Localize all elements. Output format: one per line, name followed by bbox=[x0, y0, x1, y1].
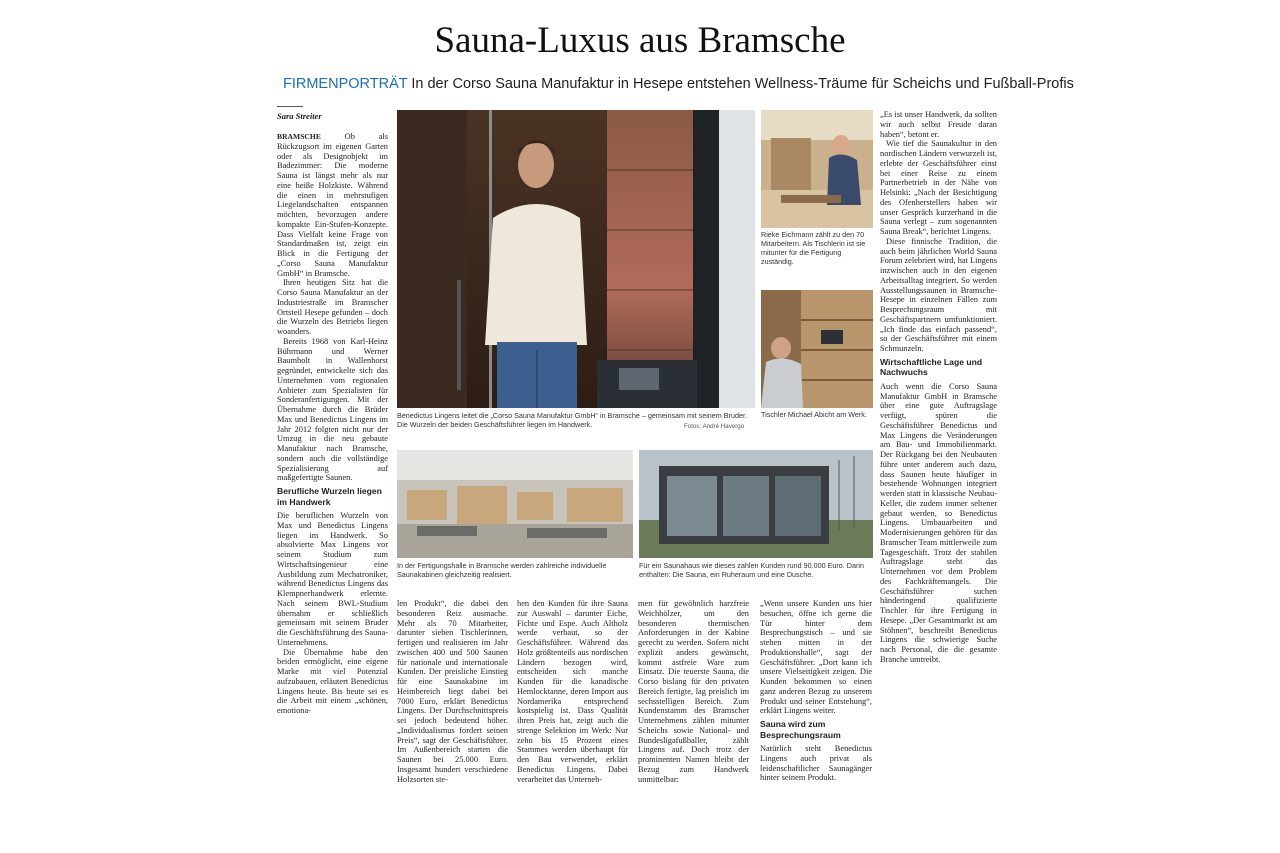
paragraph: len Produkt“, die dabei den besonderen Reiz ausmache. Mehr als 70 Mitarbeiter, darunter sieben Tischlerinnen, fertigen und realisieren im Jahr zwischen 400 und 500 Saunen für nationale und internationale Kunden. Der preisliche Einstieg für eine Saunakabine im Heimbereich liegt dabei bei 7000 Euro, erklärt Benedictus Lingens. Der Durchschnittspreis sei jedoch bedeutend höher. „Individualismus fordert seinen Preis“, sagt der Geschäftsführer. Im Außenbereich starten die Saunen bei 25.000 Euro. Insgesamt hundert verschiedene Holzsorten ste- bbox=[397, 599, 508, 784]
photo-michael-abicht bbox=[761, 290, 873, 408]
paragraph bbox=[277, 132, 388, 278]
abicht-caption: Tischler Michael Abicht am Werk. bbox=[761, 410, 867, 419]
paragraph: Natürlich steht Benedictus Lingens auch privat als leidenschaftlicher Saunagänger hinter seinem Produkt. bbox=[760, 744, 872, 783]
paragraph: hen den Kunden für ihre Sauna zur Auswahl – darunter Eiche, Fichte und Espe. Auch Altholz werde verbaut, so der Geschäftsführer. Während das Holz größtenteils aus nordischen Ländern bezogen wird, entscheiden sich manche Kunden für die kanadische Hemlocktanne, deren Import aus Nordamerika entsprechend kostspielig ist. Dass Qualität ihren Preis hat, zeigt auch die strenge Selektion im Werk: Nur zehn bis 15 Prozent eines Stammes werden überhaupt für den Bau verwendet, erklärt Benedictus Lingens. Dabei verarbeitet das Unterneh- bbox=[517, 599, 628, 784]
sauna-house-image bbox=[639, 450, 873, 558]
subheading: Sauna wird zum Besprechungsraum bbox=[760, 719, 841, 740]
text-column-3 bbox=[517, 599, 628, 831]
subline bbox=[283, 75, 1074, 93]
headline: Sauna-Luxus aus Bramsche bbox=[434, 20, 846, 61]
byline-rule bbox=[277, 106, 303, 107]
photo-rieke-eichmann bbox=[761, 110, 873, 228]
text-column-2 bbox=[397, 599, 508, 831]
paragraph: Diese finnische Tradition, die auch beim jährlichen World Sauna Forum zelebriert wird, hat Lingens inzwischen auch in den eigenen Arbeitsalltag integriert. So werden Ausstellungssaunen in Bramsche-Hesepe in einzelnen Fällen zum Besprechungsraum mit Geschäftspartnern umfunktioniert. „Ich finde das einfach passend“, so der Geschäftsführer mit einem Schmunzeln. bbox=[880, 236, 997, 353]
main-photo-caption: Benedictus Lingens leitet die „Corso Sauna Manufaktur GmbH“ in Bramsche – gemeinsam mit seinem Bruder. Die Wurzeln der beiden Geschäftsführer liegen im Handwerk. bbox=[397, 411, 747, 429]
paragraph: Bereits 1968 von Karl-Heinz Bührmann und Werner Baumholt in Wallenhorst gegründet, entwickelte sich das Unternehmen vom regionalen Anbieter zum Spezialisten für Sonderanfertigungen. Mit der Übernahme durch die Brüder Max und Benedictus Lingens im Jahr 2012 folgten nicht nur der Umzug in die neu gebaute Manufaktur nach Bramsche, sondern auch die vollständige Spezialisierung auf maßgefertigte Saunen. bbox=[277, 336, 388, 483]
photo-production-hall bbox=[397, 450, 633, 558]
hall-caption: In der Fertigungshalle in Bramsche werden zahlreiche individuelle Saunakabinen gleichzeitig realisiert. bbox=[397, 561, 607, 579]
text-column-5 bbox=[760, 599, 872, 831]
workshop-image bbox=[761, 110, 873, 228]
paragraph: men für gewöhnlich harzfreie Weichhölzer, um den besonderen thermischen Anforderungen in der Kabine gerecht zu werden. Sofern nicht explizit anders gewünscht, kommt astfreie Ware zum Einsatz. Die teuerste Sauna, die Corso bislang für den privaten Bereich fertigte, lag preislich im sechsstelligen Bereich. Zum Kundenstamm des Bramscher Unternehmens zählen mitunter Scheichs sowie National- und Bundesligafußballer, zählt Lingens auf. Doch trotz der prominenten Namen bleibt der Bezug zum Handwerk unmittelbar: bbox=[638, 599, 749, 784]
hall-image bbox=[397, 450, 633, 558]
kicker: FIRMENPORTRÄT bbox=[283, 76, 408, 92]
paragraph: „Es ist unser Handwerk, da sollten wir auch selbst Freude daran haben“, betont er. bbox=[880, 110, 997, 139]
paragraph: Wie tief die Saunakultur in den nordischen Ländern verwurzelt ist, erlebte der Geschäftsführer einst bei einer Reise zu einem Partnerbetrieb in der Nähe von Helsinki: „Nach der Besichtigung des Ofenherstellers haben wir unser Gespräch kurzerhand in die Sauna verlegt – zum sogenannten Sauna Break“, berichtet Lingens. bbox=[880, 139, 997, 236]
paragraph: Die beruflichen Wurzeln von Max und Benedictus Lingens liegen im Handwerk. So absolvierte Max Lingens vor seinem Studium zum Wirtschaftsingenieur eine Ausbildung zum Mechatroniker, während Benedictus Lingens das Klempnerhandwerk erlernte. Nach seinem BWL-Studium übernahm er schließlich gemeinsam mit seinem Bruder die Geschäftsführung des Sauna-Unternehmens. bbox=[277, 511, 388, 647]
photo-sauna-house bbox=[639, 450, 873, 558]
portrait-image bbox=[397, 110, 755, 408]
text-column-4 bbox=[638, 599, 749, 831]
text-column-1 bbox=[277, 132, 388, 832]
photo-credit: Fotos: André Havergo bbox=[684, 423, 745, 430]
sauna-house-caption: Für ein Saunahaus wie dieses zahlen Kunden rund 90.000 Euro. Darin enthalten: Die Sauna, ein Ruheraum und eine Dusche. bbox=[639, 561, 864, 579]
byline: Sara Streiter bbox=[277, 111, 322, 121]
subline-text: In der Corso Sauna Manufaktur in Hesepe entstehen Wellness-Träume für Scheichs und Fußball-Profis bbox=[411, 76, 1074, 92]
paragraph: Ihren heutigen Sitz hat die Corso Sauna Manufaktur an der Industriestraße im Bramscher Ortsteil Hesepe gefunden – doch die Wurzeln des Betriebs liegen woanders. bbox=[277, 278, 388, 336]
paragraph-text: Ob als Rückzugsort im eigenen Garten oder als Designobjekt im Badezimmer: Die moderne Sauna ist längst mehr als nur eine heiße Holzkiste. Während die einen in mehrstufigen Liegelandschaften entspannen möchten, bevorzugen andere kompakte Ein-Stufen-Konzepte. Dass Vielfalt keine Frage von Standardmaßen ist, zeigt ein Blick in die Fertigung der „Corso Sauna Manufaktur GmbH“ in Bramsche. bbox=[277, 132, 388, 278]
eichmann-caption: Rieke Eichmann zählt zu den 70 Mitarbeitern. Als Tischlerin ist sie mitunter für die Fertigung zuständig. bbox=[761, 230, 866, 266]
paragraph: „Wenn unsere Kunden uns hier besuchen, öffne ich gerne die Tür hinter dem Besprechungstisch – und sie stehen mitten in der Produktionshalle“, sagt der Geschäftsführer. „Dort kann ich unsere Vielseitigkeit zeigen. Die Kunden bekommen so einen ganz anderen Bezug zu unserem Produkt und seiner Entstehung“, erklärt Lingens weiter. bbox=[760, 599, 872, 716]
photo-benedictus-lingens bbox=[397, 110, 755, 408]
paragraph: Die Übernahme habe den beiden ermöglicht, eine eigene Marke mit viel Potenzial aufzubauen, erläutert Benedictus Lingens heute. Bis heute sei es die Arbeit mit einem „schönen, emotiona- bbox=[277, 647, 388, 715]
subheading: Berufliche Wurzeln liegen im Handwerk bbox=[277, 486, 382, 507]
carpenter-image bbox=[761, 290, 873, 408]
dateline: BRAMSCHE bbox=[277, 132, 321, 141]
paragraph: Auch wenn die Corso Sauna Manufaktur GmbH in Bramsche über eine gute Auftragslage verfügt, spüren die Geschäftsführer Benedictus und Max Lingens die Veränderungen am Bau- und Immobilienmarkt. Der Rückgang bei den Neubauten führe unter anderem auch dazu, dass Saunen heute häufiger in bestehende Wohnungen integriert werden statt in klassische Neubau-Keller, die zudem immer seltener gebaut werden, so Benedictus Lingens. Umbauarbeiten und Modernisierungen gehören für das Bramscher Team mittlerweile zum Tagesgeschäft. Trotz der stabilen Auftragslage steht das Unternehmen vor dem Problem des Fachkräftemangels. Die Geschäftsführer suchen händeringend qualifizierte Tischler für ihre Fertigung in Hesepe. „Der Gesamtmarkt ist am Stöhnen“, beschreibt Benedictus Lingens die schwierige Suche nach Personal, die die gesamte Branche umtreibt. bbox=[880, 381, 997, 664]
subheading: Wirtschaftliche Lage und Nachwuchs bbox=[880, 356, 983, 378]
text-column-6 bbox=[880, 110, 997, 831]
